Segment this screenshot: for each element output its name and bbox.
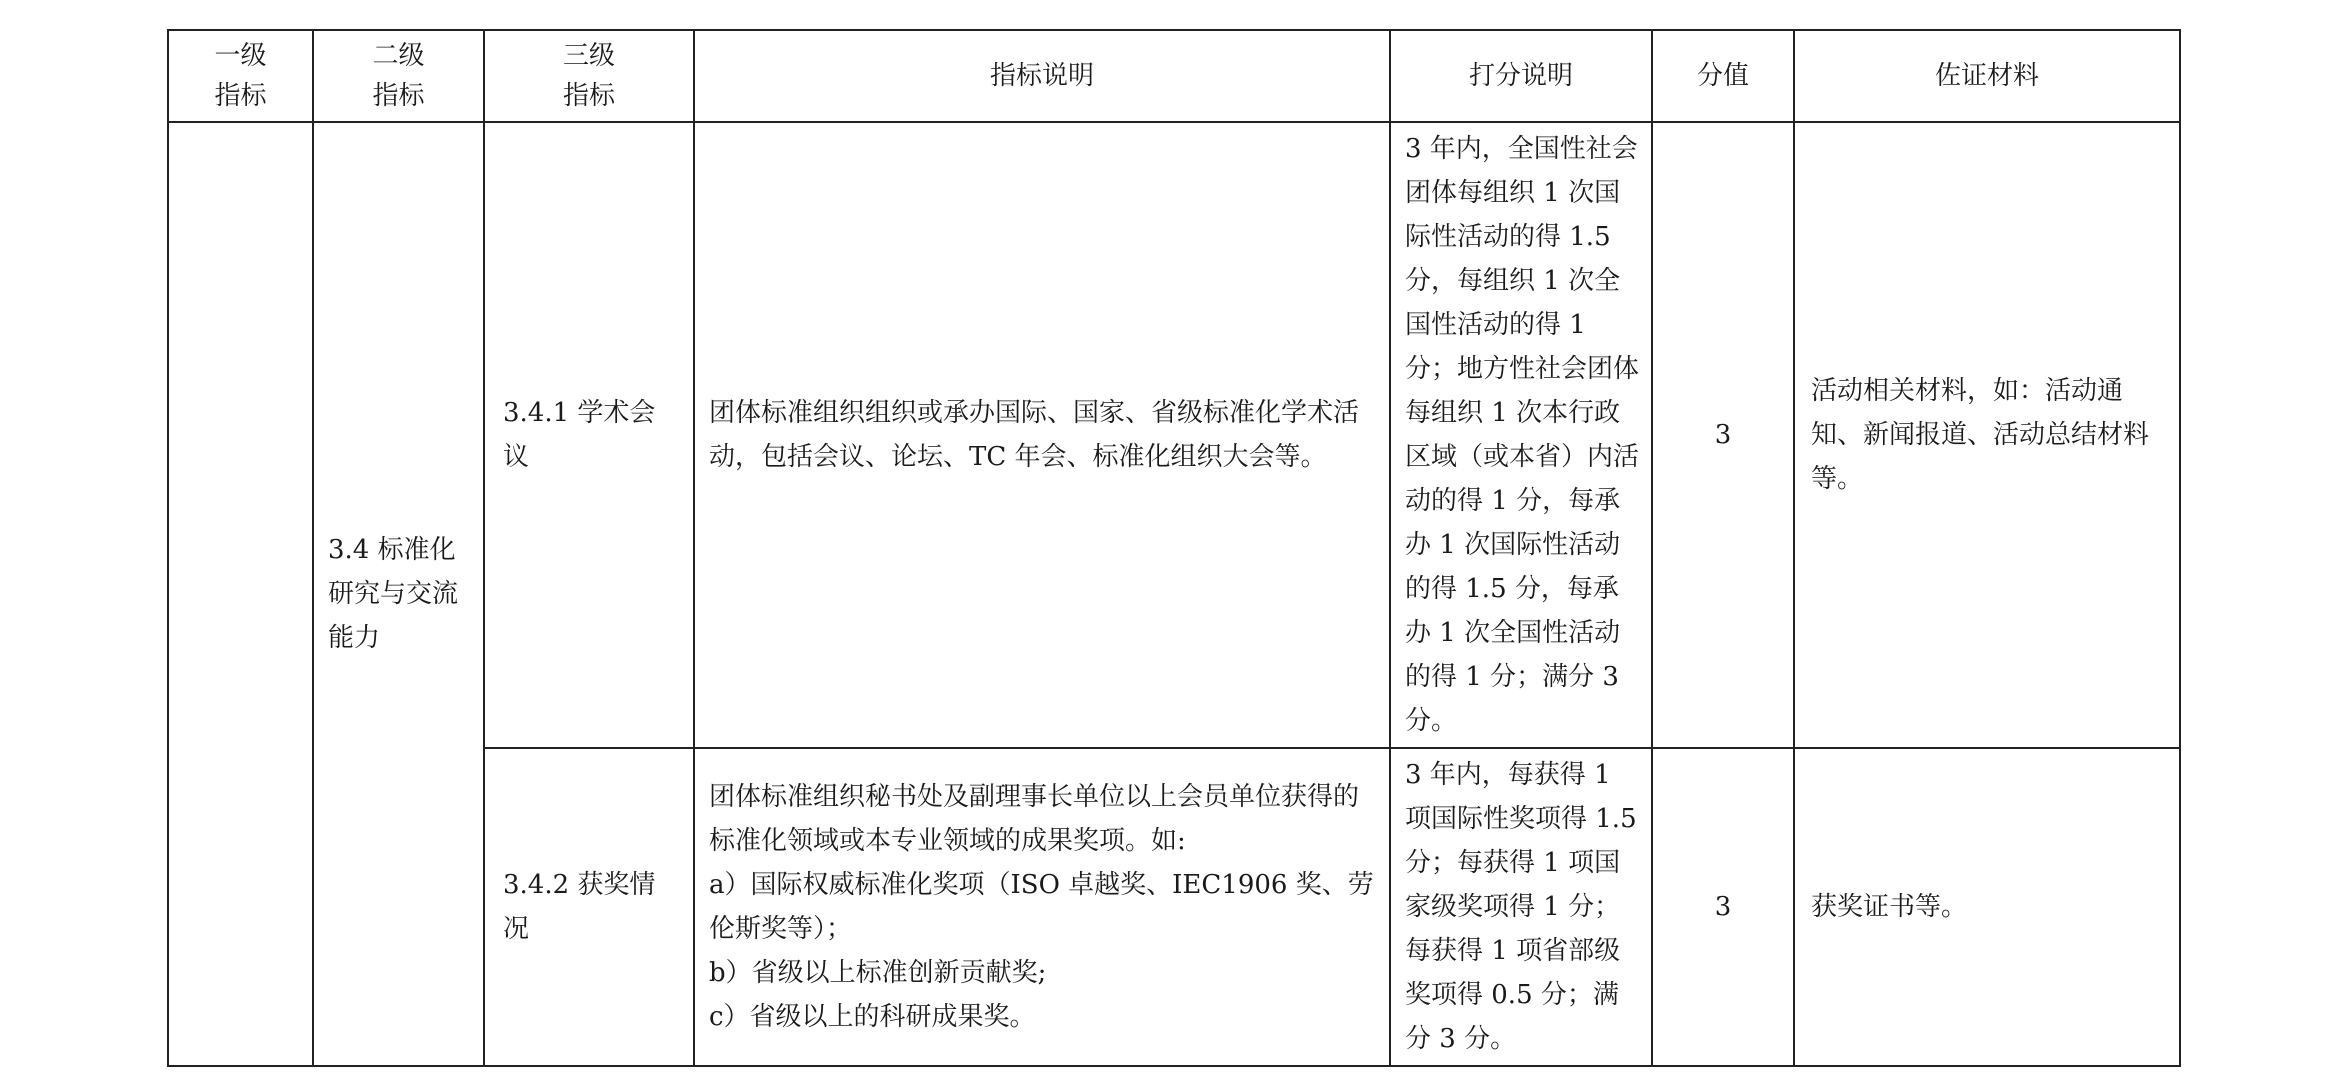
description-item-c: c）省级以上的科研成果奖。 bbox=[709, 1002, 1036, 1032]
header-points: 分值 bbox=[1652, 30, 1794, 122]
evidence-cell: 活动相关材料，如：活动通知、新闻报道、活动总结材料等。 bbox=[1794, 122, 2180, 748]
level3-cell: 3.4.2 获奖情况 bbox=[484, 748, 694, 1066]
header-row bbox=[168, 30, 2180, 122]
header-level3-line1: 三级 bbox=[562, 41, 615, 71]
scoring-cell: 3 年内，每获得 1 项国际性奖项得 1.5 分；每获得 1 项国家级奖项得 1 分；每获得 1 项省部级奖项得 0.5 分；满分 3 分。 bbox=[1390, 748, 1652, 1066]
description-cell bbox=[694, 748, 1390, 1066]
table-row-3-4-1 bbox=[168, 122, 2180, 748]
header-level1-line2: 指标 bbox=[214, 81, 267, 111]
level3-cell: 3.4.1 学术会议 bbox=[484, 122, 694, 748]
header-scoring: 打分说明 bbox=[1390, 30, 1652, 122]
header-level1 bbox=[168, 30, 313, 122]
description-item-a: a）国际权威标准化奖项（ISO 卓越奖、IEC1906 奖、劳伦斯奖等）； bbox=[709, 870, 1374, 944]
header-description: 指标说明 bbox=[694, 30, 1390, 122]
description-item-b: b）省级以上标准创新贡献奖; bbox=[709, 958, 1047, 988]
points-cell: 3 bbox=[1652, 122, 1794, 748]
header-level3 bbox=[484, 30, 694, 122]
description-cell: 团体标准组织组织或承办国际、国家、省级标准化学术活动，包括会议、论坛、TC 年会、标准化组织大会等。 bbox=[694, 122, 1390, 748]
header-level1-line1: 一级 bbox=[214, 41, 267, 71]
evidence-cell: 获奖证书等。 bbox=[1794, 748, 2180, 1066]
description-intro: 团体标准组织秘书处及副理事长单位以上会员单位获得的标准化领域或本专业领域的成果奖项。如: bbox=[709, 782, 1360, 856]
header-level2-line2: 指标 bbox=[372, 81, 425, 111]
header-level2-line1: 二级 bbox=[372, 41, 425, 71]
header-level2 bbox=[313, 30, 484, 122]
header-level3-line2: 指标 bbox=[562, 81, 615, 111]
points-cell: 3 bbox=[1652, 748, 1794, 1066]
level1-cell bbox=[168, 122, 313, 1066]
level2-cell: 3.4 标准化研究与交流能力 bbox=[313, 122, 484, 1066]
indicator-table bbox=[167, 29, 2181, 1067]
header-evidence: 佐证材料 bbox=[1794, 30, 2180, 122]
scoring-cell: 3 年内，全国性社会团体每组织 1 次国际性活动的得 1.5 分，每组织 1 次全国性活动的得 1 分；地方性社会团体每组织 1 次本行政区域（或本省）内活动的得 1 分，每承办 1 次国际性活动的得 1.5 分，每承办 1 次全国性活动的得 1 分；满分 3 分。 bbox=[1390, 122, 1652, 748]
